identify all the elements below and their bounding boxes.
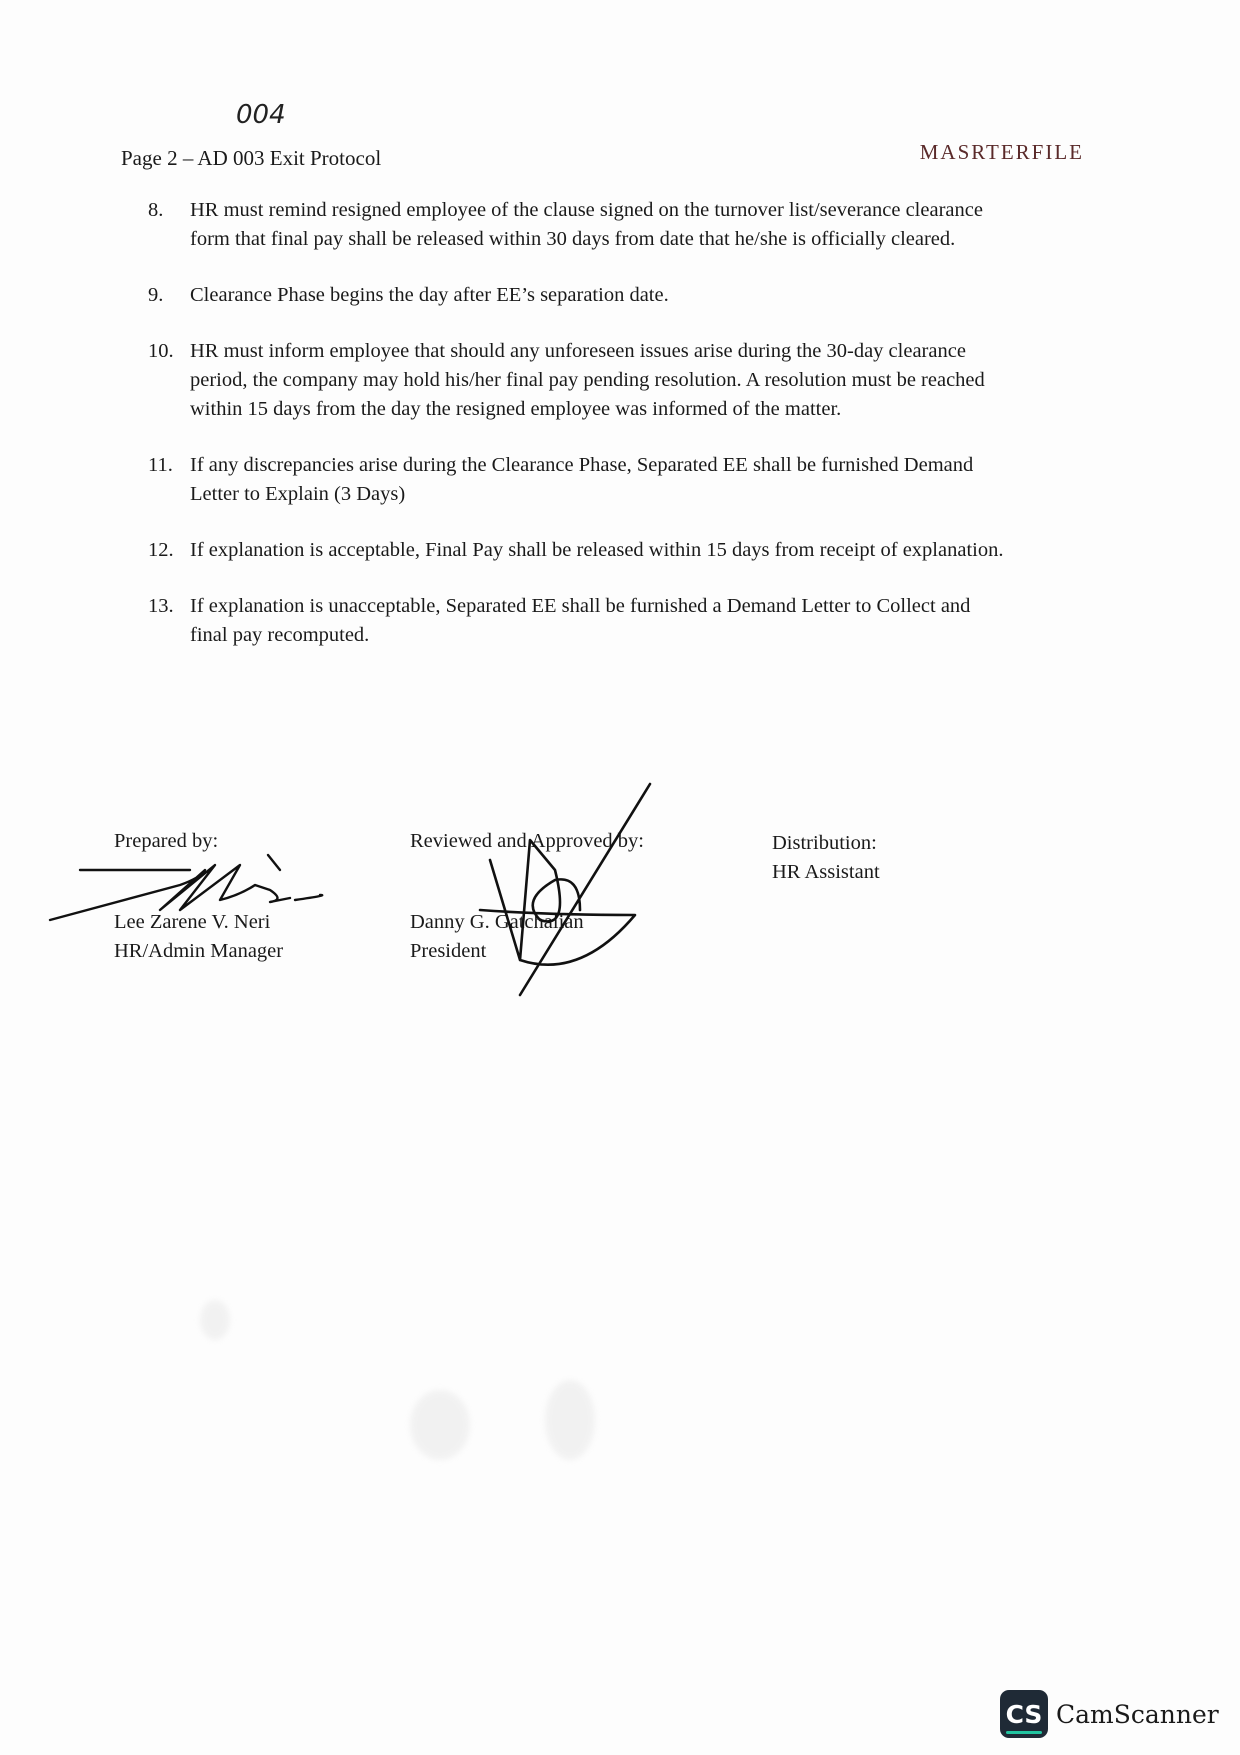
distribution-label: Distribution: — [772, 832, 877, 854]
distribution-value: HR Assistant — [772, 861, 880, 883]
scan-smudge — [545, 1380, 595, 1460]
item-text: HR must remind resigned employee of the clause signed on the turnover list/severance clearance form that final pay shall be released within 30 days from date that he/she is officially cleared. — [190, 199, 983, 250]
masterfile-stamp: MASRTERFILE — [919, 140, 1084, 164]
list-item — [148, 592, 1008, 650]
item-text: HR must inform employee that should any unforeseen issues arise during the 30-day clearance period, the company may hold his/her final pay pending resolution. A resolution must be reached within 15 days from the day the resigned employee was informed of the matter. — [190, 340, 985, 420]
list-item — [148, 196, 1008, 254]
prepared-by-block — [114, 827, 283, 966]
page-header-title: Page 2 – AD 003 Exit Protocol — [121, 146, 382, 170]
reviewed-by-block — [410, 827, 644, 966]
camscanner-text: CamScanner — [1056, 1699, 1219, 1729]
preparer-name: Lee Zarene V. Neri — [114, 911, 271, 933]
item-number: 9. — [148, 284, 164, 306]
item-text: If explanation is acceptable, Final Pay shall be released within 15 days from receipt of explanation. — [190, 539, 1004, 561]
procedure-list — [148, 196, 1008, 677]
item-number: 12. — [148, 539, 174, 561]
handwritten-page-number: 004 — [236, 100, 286, 130]
item-text: If any discrepancies arise during the Clearance Phase, Separated EE shall be furnished Demand Letter to Explain (3 Days) — [190, 454, 974, 505]
camscanner-logo-icon: CS — [1000, 1690, 1048, 1738]
preparer-title: HR/Admin Manager — [114, 940, 284, 962]
list-item — [148, 281, 1008, 310]
camscanner-watermark — [1000, 1690, 1219, 1738]
list-item — [148, 337, 1008, 424]
item-number: 11. — [148, 454, 173, 476]
prepared-by-label: Prepared by: — [114, 830, 219, 852]
item-number: 10. — [148, 340, 174, 362]
item-text: If explanation is unacceptable, Separated EE shall be furnished a Demand Letter to Collect and final pay recomputed. — [190, 595, 971, 646]
scan-smudge — [200, 1300, 230, 1340]
scan-smudge — [410, 1390, 470, 1460]
item-number: 13. — [148, 595, 174, 617]
list-item — [148, 451, 1008, 509]
approver-title: President — [410, 940, 487, 962]
approver-name: Danny G. Gatchalian — [410, 911, 584, 933]
item-text: Clearance Phase begins the day after EE’s separation date. — [190, 284, 669, 306]
item-number: 8. — [148, 199, 164, 221]
list-item — [148, 536, 1008, 565]
distribution-block — [772, 829, 880, 887]
reviewed-by-label: Reviewed and Approved by: — [410, 830, 644, 852]
